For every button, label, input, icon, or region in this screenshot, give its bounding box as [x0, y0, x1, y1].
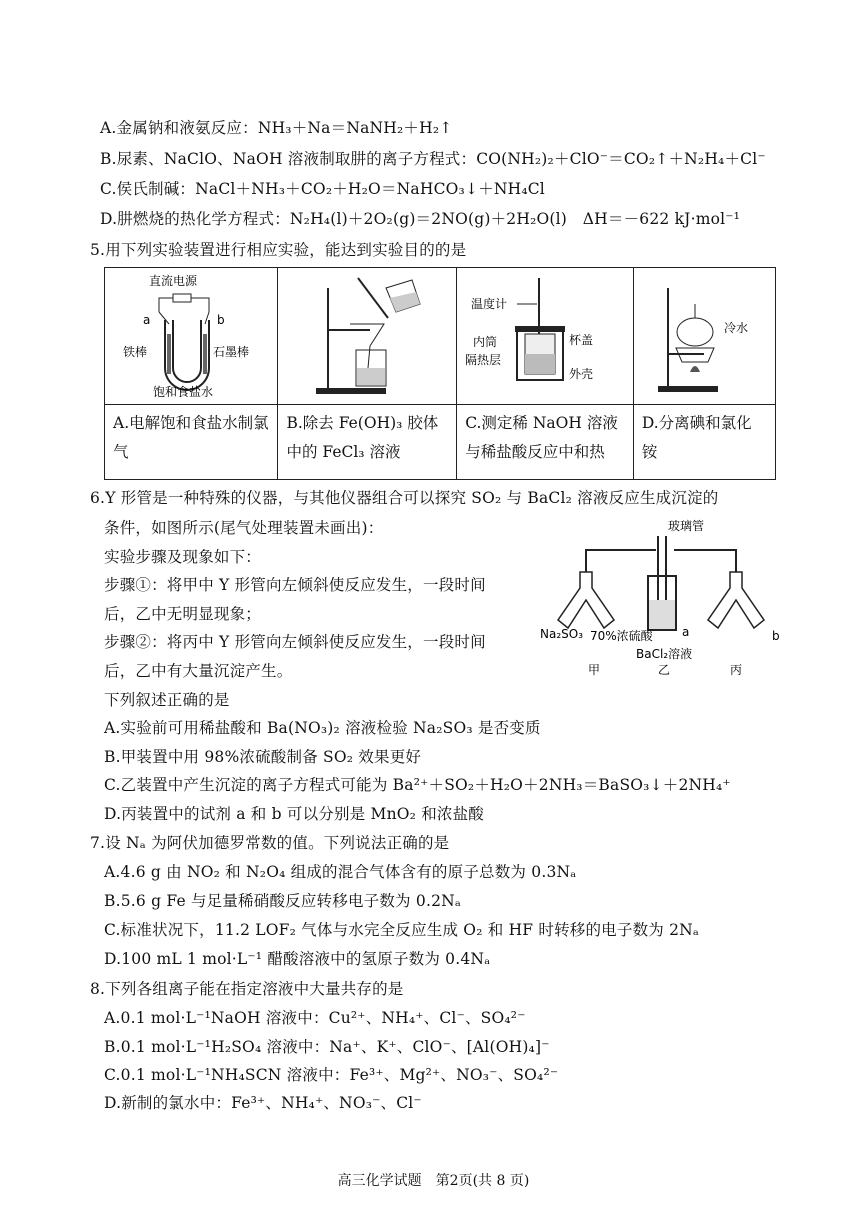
q4-option-a: A.金属钠和液氨反应：NH₃＋Na＝NaNH₂＋H₂↑ — [100, 119, 453, 137]
calorimeter-diagram — [457, 268, 625, 404]
q8-option-d: D.新制的氯水中：Fe³⁺、NH₄⁺、NO₃⁻、Cl⁻ — [104, 1094, 422, 1112]
label-glass-tube: 玻璃管 — [668, 519, 705, 533]
label-yi: 乙 — [658, 663, 671, 676]
q6-option-d: D.丙装置中的试剂 a 和 b 可以分别是 MnO₂ 和浓盐酸 — [104, 805, 485, 823]
label-shell: 外壳 — [569, 367, 594, 381]
q5-apparatus-table — [104, 267, 776, 480]
fig-filtration — [278, 268, 457, 405]
q4-option-c: C.侯氏制碱：NaCl＋NH₃＋CO₂＋H₂O＝NaHCO₃↓＋NH₄Cl — [100, 180, 545, 198]
label-jia: 甲 — [588, 663, 601, 676]
q6-ask: 下列叙述正确的是 — [104, 691, 230, 709]
label-na2so3: Na₂SO₃ — [540, 627, 584, 641]
label-inner: 内筒 — [473, 335, 498, 349]
label-acid: 70%浓硫酸 — [590, 629, 653, 643]
label-thermometer: 温度计 — [471, 297, 508, 311]
q6-step1-line1: 步骤①：将甲中 Y 形管向左倾斜使反应发生，一段时间 — [104, 576, 486, 594]
q7-option-b: B.5.6 g Fe 与足量稀硝酸反应转移电子数为 0.2Nₐ — [104, 892, 462, 910]
electrolysis-diagram — [105, 268, 270, 404]
q7-option-c: C.标准状况下，11.2 LOF₂ 气体与水完全反应生成 O₂ 和 HF 时转移的电子数为 2Nₐ — [104, 921, 700, 939]
q4-option-d: D.肼燃烧的热化学方程式：N₂H₄(l)＋2O₂(g)＝2NO(g)＋2H₂O(l) ΔH＝－622 kJ·mol⁻¹ — [100, 210, 741, 228]
fig-electrolysis — [105, 268, 278, 405]
q8-stem: 8.下列各组离子能在指定溶液中大量共存的是 — [90, 980, 404, 998]
q6-steps-title: 实验步骤及现象如下： — [104, 548, 262, 566]
label-power: 直流电源 — [149, 274, 198, 288]
q5-stem: 5.用下列实验装置进行相应实验，能达到实验目的的是 — [90, 241, 467, 259]
q6-step1-line2: 后，乙中无明显现象； — [104, 605, 262, 623]
q6-stem-1: 6.Y 形管是一种特殊的仪器，与其他仪器组合可以探究 SO₂ 与 BaCl₂ 溶液反应生成沉淀的 — [90, 489, 719, 507]
label-bing: 丙 — [730, 663, 743, 676]
label-b: b — [217, 313, 225, 327]
label-reagent-b: b — [772, 629, 780, 643]
q7-option-d: D.100 mL 1 mol·L⁻¹ 醋酸溶液中的氢原子数为 0.4Nₐ — [104, 950, 491, 968]
label-insulation: 隔热层 — [465, 353, 502, 367]
label-cold-water: 冷水 — [723, 321, 748, 335]
label-iron: 铁棒 — [123, 345, 148, 359]
filtration-diagram — [278, 268, 448, 404]
label-a: a — [143, 313, 151, 327]
label-reagent-a: a — [682, 625, 690, 639]
fig-calorimeter — [457, 268, 634, 405]
q8-option-c: C.0.1 mol·L⁻¹NH₄SCN 溶液中：Fe³⁺、Mg²⁺、NO₃⁻、SO₄²⁻ — [104, 1066, 559, 1084]
q5-caption-c: C.测定稀 NaOH 溶液与稀盐酸反应中和热 — [457, 405, 634, 480]
sublimation-diagram — [634, 268, 769, 404]
q6-stem-2: 条件，如图所示(尾气处理装置未画出)： — [104, 519, 384, 537]
q6-step2-line2: 后，乙中有大量沉淀产生。 — [104, 662, 293, 680]
label-graphite: 石墨棒 — [213, 345, 250, 359]
y-tube-apparatus — [540, 516, 786, 676]
label-lid: 杯盖 — [569, 333, 594, 347]
q6-option-c: C.乙装置中产生沉淀的离子方程式可能为 Ba²⁺＋SO₂＋H₂O＋2NH₃＝BaSO₃↓＋2NH₄⁺ — [104, 776, 731, 794]
q8-option-b: B.0.1 mol·L⁻¹H₂SO₄ 溶液中：Na⁺、K⁺、ClO⁻、[Al(OH)₄]⁻ — [104, 1038, 550, 1056]
q6-option-b: B.甲装置中用 98%浓硫酸制备 SO₂ 效果更好 — [104, 748, 422, 766]
q4-option-b: B.尿素、NaClO、NaOH 溶液制取肼的离子方程式：CO(NH₂)₂＋ClO⁻＝CO₂↑＋N₂H₄＋Cl⁻ — [100, 150, 766, 168]
q7-option-a: A.4.6 g 由 NO₂ 和 N₂O₄ 组成的混合气体含有的原子总数为 0.3Nₐ — [104, 863, 577, 881]
label-bacl2: BaCl₂溶液 — [636, 647, 693, 661]
label-brine: 饱和食盐水 — [153, 385, 214, 399]
q6-step2-line1: 步骤②：将丙中 Y 形管向左倾斜使反应发生，一段时间 — [104, 633, 486, 651]
fig-sublimation — [633, 268, 775, 405]
q5-caption-d: D.分离碘和氯化铵 — [633, 405, 775, 480]
q6-option-a: A.实验前可用稀盐酸和 Ba(NO₃)₂ 溶液检验 Na₂SO₃ 是否变质 — [104, 719, 541, 737]
q5-caption-a: A.电解饱和食盐水制氯气 — [105, 405, 278, 480]
q8-option-a: A.0.1 mol·L⁻¹NaOH 溶液中：Cu²⁺、NH₄⁺、Cl⁻、SO₄²⁻ — [104, 1009, 526, 1027]
q5-caption-b: B.除去 Fe(OH)₃ 胶体中的 FeCl₃ 溶液 — [278, 405, 457, 480]
page-footer: 高三化学试题 第2页(共 8 页) — [337, 1173, 530, 1189]
q7-stem: 7.设 Nₐ 为阿伏加德罗常数的值。下列说法正确的是 — [90, 834, 450, 852]
